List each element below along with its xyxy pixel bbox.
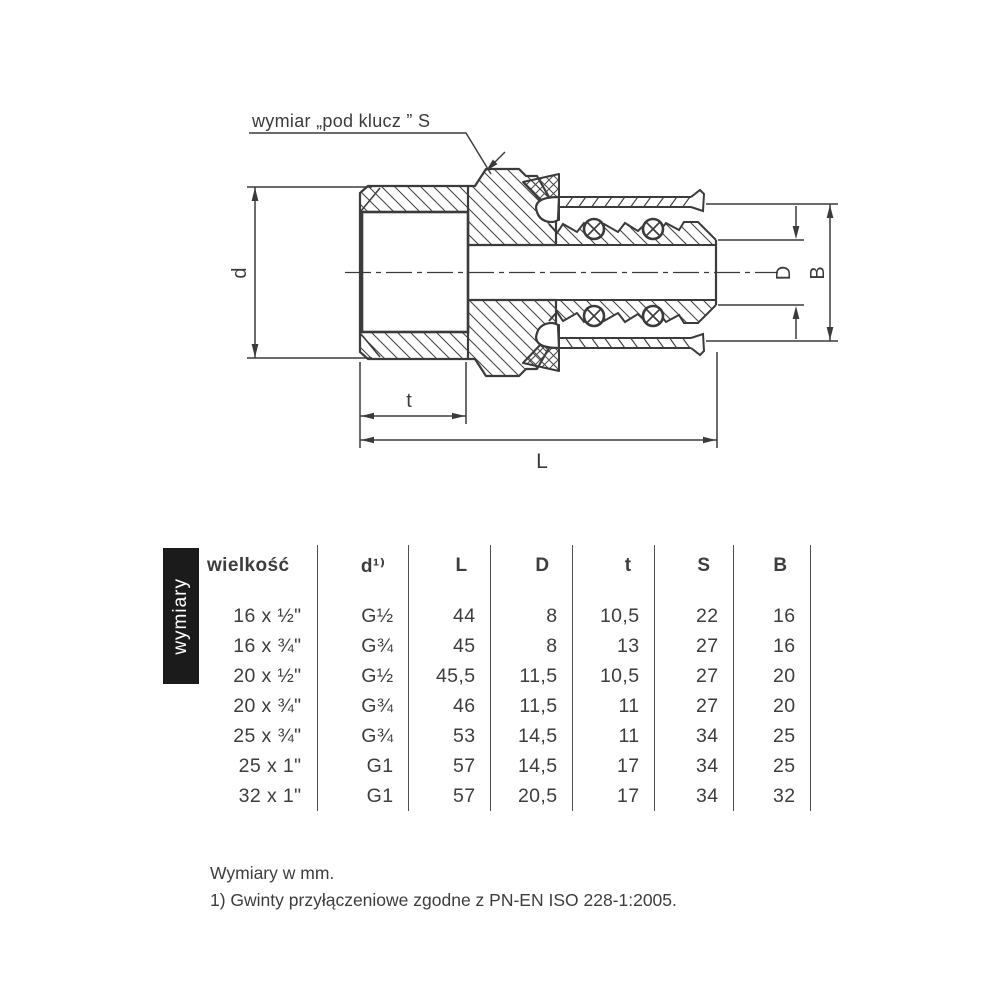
cell-d: G½ xyxy=(317,661,408,691)
cell-size: 25 x 1" xyxy=(200,751,317,781)
cell-t: 11 xyxy=(572,721,654,751)
dim-label-d: d xyxy=(229,267,251,279)
dim-label-D: D xyxy=(773,265,795,281)
dim-label-L: L xyxy=(536,450,548,473)
cell-size: 20 x ¾" xyxy=(200,691,317,721)
cell-d: G¾ xyxy=(317,691,408,721)
table-row xyxy=(200,751,810,781)
cell-L: 57 xyxy=(408,751,490,781)
table-row xyxy=(200,661,810,691)
col-header-d: d¹⁾ xyxy=(317,545,408,587)
cell-D: 14,5 xyxy=(490,751,572,781)
col-header-wielkosc: wielkość xyxy=(200,545,317,587)
cell-t: 10,5 xyxy=(572,601,654,631)
table-row xyxy=(200,721,810,751)
cell-d: G1 xyxy=(317,751,408,781)
cell-t: 11 xyxy=(572,691,654,721)
callout-label: wymiar „pod klucz ” S xyxy=(252,111,431,131)
col-header-B: B xyxy=(733,545,810,587)
col-header-t: t xyxy=(572,545,654,587)
cell-L: 45,5 xyxy=(408,661,490,691)
cell-t: 10,5 xyxy=(572,661,654,691)
cell-D: 11,5 xyxy=(490,691,572,721)
table-row xyxy=(200,601,810,631)
table-row xyxy=(200,781,810,811)
cell-d: G½ xyxy=(317,601,408,631)
cell-S: 34 xyxy=(654,781,733,811)
cell-S: 34 xyxy=(654,721,733,751)
table-row xyxy=(200,631,810,661)
cell-t: 13 xyxy=(572,631,654,661)
cell-size: 16 x ¾" xyxy=(200,631,317,661)
table-spacer-row xyxy=(200,587,810,601)
table-header-row xyxy=(200,545,810,587)
cell-D: 8 xyxy=(490,601,572,631)
dimensions-table xyxy=(200,545,811,811)
cell-L: 45 xyxy=(408,631,490,661)
cell-B: 20 xyxy=(733,691,810,721)
callout-leader xyxy=(249,133,505,174)
note-units: Wymiary w mm. xyxy=(210,863,335,883)
cell-size: 16 x ½" xyxy=(200,601,317,631)
cell-L: 46 xyxy=(408,691,490,721)
cell-D: 20,5 xyxy=(490,781,572,811)
cell-S: 27 xyxy=(654,691,733,721)
cell-size: 20 x ½" xyxy=(200,661,317,691)
cell-B: 25 xyxy=(733,751,810,781)
cell-B: 32 xyxy=(733,781,810,811)
cell-size: 25 x ¾" xyxy=(200,721,317,751)
cell-t: 17 xyxy=(572,751,654,781)
col-header-L: L xyxy=(408,545,490,587)
footnotes xyxy=(210,860,677,913)
cell-B: 20 xyxy=(733,661,810,691)
cell-d: G1 xyxy=(317,781,408,811)
cell-d: G¾ xyxy=(317,721,408,751)
cell-D: 14,5 xyxy=(490,721,572,751)
col-header-S: S xyxy=(654,545,733,587)
col-header-D: D xyxy=(490,545,572,587)
table-row xyxy=(200,691,810,721)
cell-L: 57 xyxy=(408,781,490,811)
cell-S: 27 xyxy=(654,661,733,691)
cell-L: 53 xyxy=(408,721,490,751)
cell-L: 44 xyxy=(408,601,490,631)
cell-S: 27 xyxy=(654,631,733,661)
dim-label-t: t xyxy=(406,390,412,412)
cell-S: 34 xyxy=(654,751,733,781)
cell-B: 16 xyxy=(733,601,810,631)
table-side-label: wymiary xyxy=(163,548,199,684)
cell-B: 25 xyxy=(733,721,810,751)
note-thread-standard: 1) Gwinty przyłączeniowe zgodne z PN-EN ISO 228-1:2005. xyxy=(210,889,677,910)
dim-label-B: B xyxy=(807,266,829,280)
cell-D: 11,5 xyxy=(490,661,572,691)
cell-S: 22 xyxy=(654,601,733,631)
cell-size: 32 x 1" xyxy=(200,781,317,811)
cell-d: G¾ xyxy=(317,631,408,661)
cell-B: 16 xyxy=(733,631,810,661)
cell-t: 17 xyxy=(572,781,654,811)
cell-D: 8 xyxy=(490,631,572,661)
